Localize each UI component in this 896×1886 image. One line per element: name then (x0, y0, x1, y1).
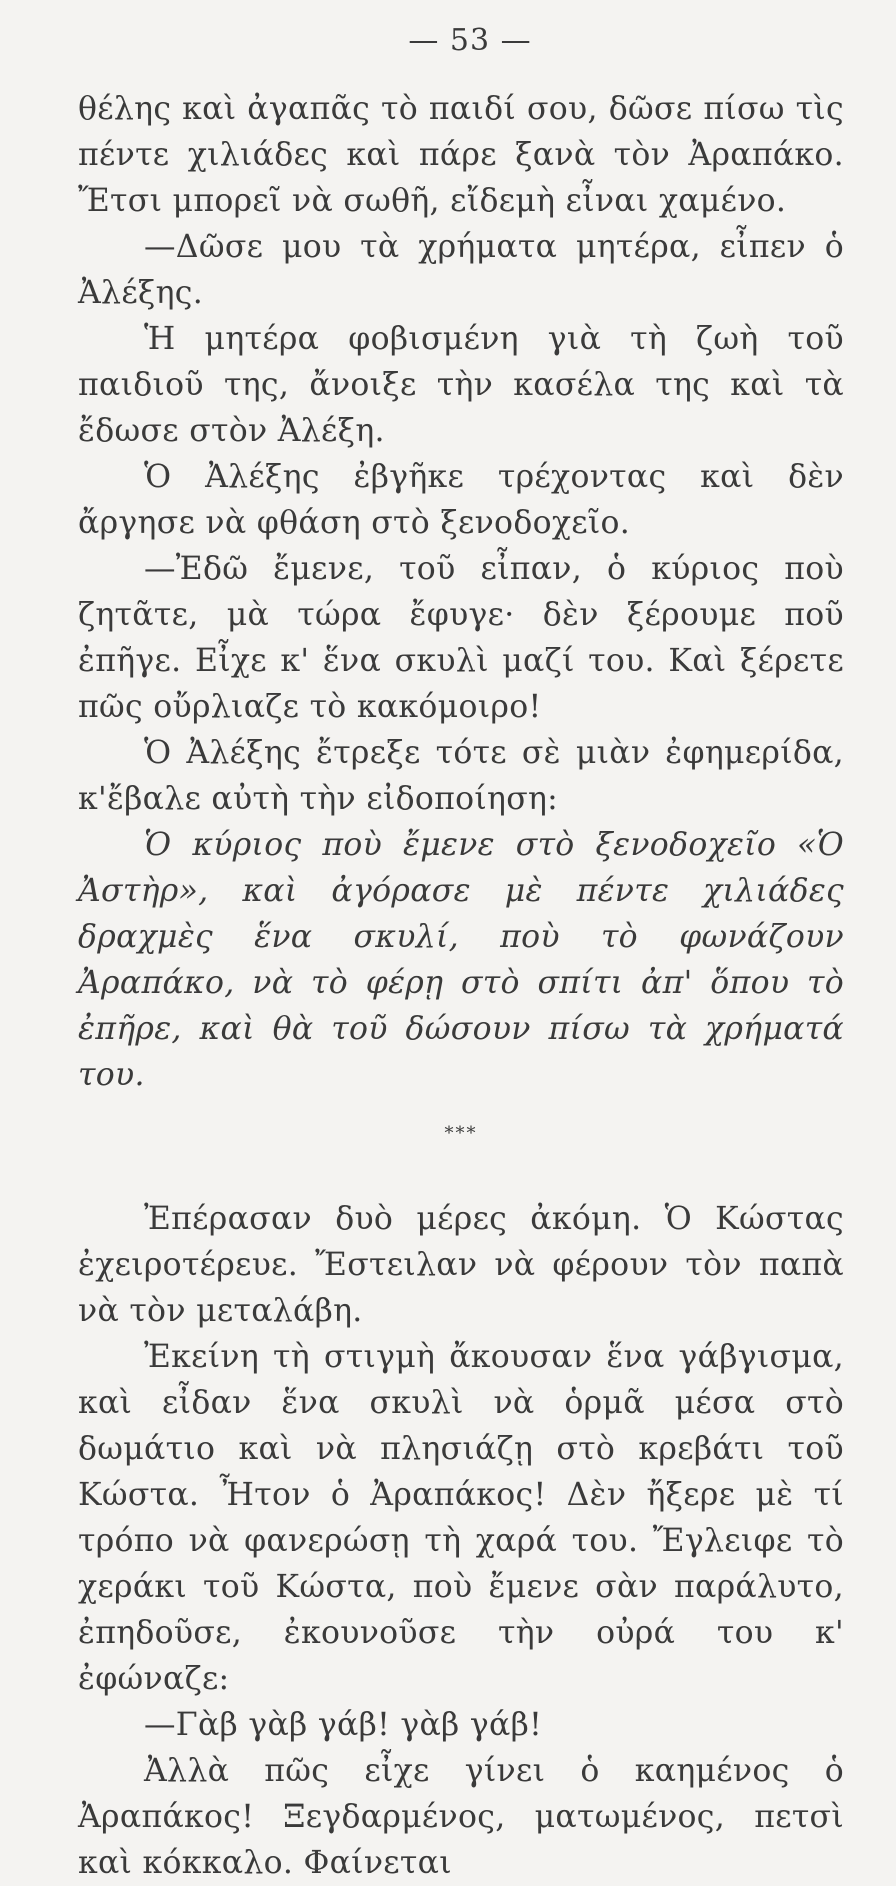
paragraph: Ὁ Ἀλέξης ἔτρεξε τότε σὲ μιὰν ἐφημερίδα, κ'ἔβαλε αὐτὴ τὴν εἰδοποίηση: (78, 735, 844, 817)
section-separator: *** (444, 1123, 478, 1144)
newspaper-notice: Ὁ κύριος ποὺ ἔμενε στὸ ξενοδοχεῖο «Ὁ Ἀστὴρ», καὶ ἀγόρασε μὲ πέντε χιλιάδες δραχμὲς ἕνα σκυλί, ποὺ τὸ φωνάζουν Ἀραπάκο, νὰ τὸ φέρῃ στὸ σπίτι ἀπ' ὅπου τὸ ἐπῆρε, καὶ θὰ τοῦ δώσουν πίσω τὰ χρήματά του. (78, 827, 844, 1093)
paragraph: Ὁ Ἀλέξης ἐβγῆκε τρέχοντας καὶ δὲν ἄργησε νὰ φθάση στὸ ξενοδοχεῖο. (78, 459, 844, 541)
paragraph: —Ἐδῶ ἔμενε, τοῦ εἶπαν, ὁ κύριος ποὺ ζητᾶτε, μὰ τώρα ἔφυγε· δὲν ξέρουμε ποῦ ἐπῆγε. Εἶχε κ' ἕνα σκυλὶ μαζί του. Καὶ ξέρετε πῶς οὔρλιαζε τὸ κακόμοιρο! (78, 551, 844, 725)
page-number: — 53 — (408, 23, 532, 58)
paragraph: θέλης καὶ ἀγαπᾶς τὸ παιδί σου, δῶσε πίσω τὶς πέντε χιλιάδες καὶ πάρε ξανὰ τὸν Ἀραπάκο. Ἔτσι μπορεῖ νὰ σωθῆ, εἴδεμὴ εἶναι χαμένο. (78, 91, 844, 219)
paragraph: Ἀλλὰ πῶς εἶχε γίνει ὁ καημένος ὁ Ἀραπάκος! Ξεγδαρμένος, ματωμένος, πετσὶ καὶ κόκκαλο. Φαίνεται (78, 1753, 844, 1881)
paragraph: Ἐπέρασαν δυὸ μέρες ἀκόμη. Ὁ Κώστας ἐχειροτέρευε. Ἔστειλαν νὰ φέρουν τὸν παπὰ νὰ τὸν μεταλάβη. (78, 1201, 844, 1329)
book-page (78, 18, 844, 1881)
paragraph: —Γὰβ γὰβ γάβ! γὰβ γάβ! (144, 1707, 543, 1743)
paragraph: Ἡ μητέρα φοβισμένη γιὰ τὴ ζωὴ τοῦ παιδιοῦ της, ἄνοιξε τὴν κασέλα της καὶ τὰ ἔδωσε στὸν Ἀλέξη. (78, 321, 844, 449)
paragraph: —Δῶσε μου τὰ χρήματα μητέρα, εἶπεν ὁ Ἀλέξης. (78, 229, 844, 311)
paragraph: Ἐκείνη τὴ στιγμὴ ἄκουσαν ἕνα γάβγισμα, καὶ εἶδαν ἕνα σκυλὶ νὰ ὁρμᾶ μέσα στὸ δωμάτιο καὶ νὰ πλησιάζῃ στὸ κρεβάτι τοῦ Κώστα. Ἦτον ὁ Ἀραπάκος! Δὲν ἤξερε μὲ τί τρόπο νὰ φανερώσῃ τὴ χαρά του. Ἔγλειφε τὸ χεράκι τοῦ Κώστα, ποὺ ἔμενε σὰν παράλυτο, ἐπηδοῦσε, ἐκουνοῦσε τὴν οὐρά του κ' ἐφώναζε: (78, 1339, 844, 1697)
